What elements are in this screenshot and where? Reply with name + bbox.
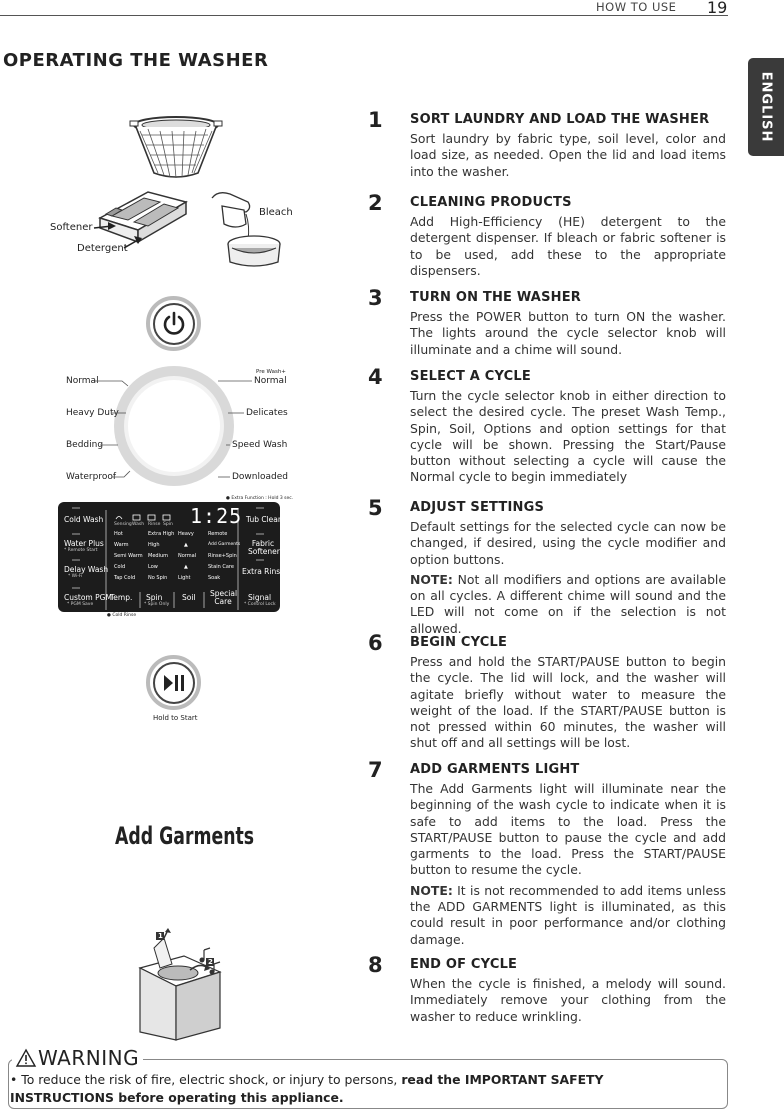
soil-button[interactable]: Soil xyxy=(182,593,196,602)
care-rinse-spin: Rinse+Spin xyxy=(208,553,237,559)
time-display: 1:25 xyxy=(190,504,243,528)
step-body xyxy=(410,519,726,637)
step-body-text: The Add Garments light will illuminate near the beginning of the wash cycle to indicate when it is safe to add items to the load. Press the START/PAUSE button to pause the cycle and add garments to the load. Press the START/PAUSE button to resume the cycle. xyxy=(410,781,726,878)
status-sensing: Sensing xyxy=(114,522,132,527)
softener-label: Softener xyxy=(50,222,93,233)
temp-cold: Cold xyxy=(114,564,126,570)
dial-label-waterproof: Waterproof xyxy=(66,472,117,482)
care-soak: Soak xyxy=(208,575,221,581)
step-body: Turn the cycle selector knob in either direction to select the desired cycle. The preset Wash Temp., Spin, Soil, Options and option settings for that cycle will be shown. Pressing the Start/Pause button without selecting a cycle will cause the Normal cycle to begin immediately xyxy=(410,388,726,485)
soil-heavy: Heavy xyxy=(178,531,194,537)
step-body: Add High-Efficiency (HE) detergent to the detergent dispenser. If bleach or fabric softener is to be used, add these to the appropriate dispensers. xyxy=(410,214,726,278)
step-title: ADJUST SETTINGS xyxy=(410,500,545,515)
care-remote: Remote xyxy=(208,531,228,537)
panel-top-note: ● Extra Function : Hold 3 sec. xyxy=(226,496,294,501)
softener-arrow-icon xyxy=(94,222,116,234)
custom-pgm-sub: * PGM Save xyxy=(67,602,94,607)
note-label: NOTE: xyxy=(410,882,453,898)
note-text: Not all modifiers and options are available on all cycles. A different chime will sound and the LED will not come on if the selection is not allowed. xyxy=(410,571,726,636)
dial-label-normal-left: Normal xyxy=(66,376,99,386)
spin-button[interactable]: Spin xyxy=(146,593,163,602)
bleach-label: Bleach xyxy=(259,207,293,218)
step-note xyxy=(410,883,726,948)
step-body-text: Default settings for the selected cycle can now be changed, if desired, using the cycle modifier and option buttons. xyxy=(410,519,726,567)
dial-leader-lines xyxy=(94,378,254,484)
temp-semi-warm: Semi Warm xyxy=(114,553,143,559)
step-body xyxy=(410,781,726,948)
spin-high: High xyxy=(148,542,160,548)
step-number: 4 xyxy=(368,365,383,389)
temp-hot: Hot xyxy=(114,531,123,537)
signal-button-sub: * Control Lock xyxy=(244,602,276,607)
care-stain-care: Stain Care xyxy=(208,564,234,570)
dial-label-normal-right: Normal xyxy=(254,376,287,386)
status-rinse: Rinse xyxy=(148,522,161,527)
play-pause-icon xyxy=(162,673,186,693)
soil-up-1: ▲ xyxy=(184,542,188,548)
step-number: 8 xyxy=(368,953,383,977)
warning-text xyxy=(10,1071,710,1107)
step-title: CLEANING PRODUCTS xyxy=(410,195,572,210)
hold-to-start-label: Hold to Start xyxy=(153,714,198,722)
soil-light: Light xyxy=(178,575,191,581)
panel-dividers xyxy=(58,502,280,612)
status-wash: Wash xyxy=(132,522,145,527)
soil-normal: Normal xyxy=(178,553,197,559)
step-body: Press the POWER button to turn ON the washer. The lights around the cycle selector knob will illuminate and a chime will sound. xyxy=(410,309,726,357)
temp-button[interactable]: Temp. xyxy=(110,593,133,602)
control-panel xyxy=(58,502,285,612)
warning-text-bold: read the IMPORTANT SAFETY INSTRUCTIONS before operating this appliance. xyxy=(10,1072,604,1105)
status-spin: Spin xyxy=(163,522,173,527)
spin-low: Low xyxy=(148,564,158,570)
page-title: OPERATING THE WASHER xyxy=(3,50,269,71)
step-title: BEGIN CYCLE xyxy=(410,635,508,650)
power-icon xyxy=(161,311,187,337)
note-text: It is not recommended to add items unless the ADD GARMENTS light is illuminated, as this could result in poor performance and/or clothing damage. xyxy=(410,882,726,947)
step-number: 5 xyxy=(368,496,383,520)
step-number: 2 xyxy=(368,191,383,215)
fabric-softener-button[interactable]: Fabric Softener xyxy=(248,539,280,556)
step-title: SORT LAUNDRY AND LOAD THE WASHER xyxy=(410,112,710,127)
care-add-garments: Add Garments xyxy=(208,542,241,547)
step-number: 3 xyxy=(368,286,383,310)
special-care-button[interactable]: Special Care xyxy=(210,589,238,606)
spin-button-sub: * Spin Only xyxy=(144,602,170,607)
detergent-arrow-icon xyxy=(124,236,144,252)
bleach-pour-icon xyxy=(208,188,294,268)
temp-tap-cold: Tap Cold xyxy=(114,575,136,581)
power-button[interactable] xyxy=(146,296,201,351)
washer-lid-icon xyxy=(134,928,224,1040)
note-label: NOTE: xyxy=(410,571,453,587)
tub-clean-button[interactable]: Tub Clean xyxy=(246,515,283,524)
add-garments-light-label: Add Garments xyxy=(115,822,255,850)
step-title: ADD GARMENTS LIGHT xyxy=(410,762,580,777)
dial-label-delicates: Delicates xyxy=(246,408,288,418)
delay-wash-button[interactable]: Delay Wash xyxy=(64,565,109,574)
header-rule xyxy=(0,15,728,16)
warning-triangle-icon xyxy=(16,1049,36,1067)
step-number: 6 xyxy=(368,631,383,655)
language-tab-label: ENGLISH xyxy=(758,71,774,143)
step-body: Sort laundry by fabric type, soil level, color and load size, as needed. Open the lid and load items into the washer. xyxy=(410,131,726,179)
signal-button[interactable]: Signal xyxy=(248,593,272,602)
warning-heading xyxy=(12,1046,143,1070)
delay-wash-sub: * Wi-Fi xyxy=(68,574,83,579)
spin-extra-high: Extra High xyxy=(148,531,175,537)
warning-title: WARNING xyxy=(38,1046,140,1070)
temp-warm: Warm xyxy=(114,542,129,548)
step-title: TURN ON THE WASHER xyxy=(410,290,582,305)
dial-label-prewash: Pre Wash+ xyxy=(256,369,286,375)
step-note xyxy=(410,572,726,637)
step-number: 7 xyxy=(368,758,383,782)
detergent-label: Detergent xyxy=(77,243,128,254)
step-body: When the cycle is finished, a melody will sound. Immediately remove your clothing from the washer to reduce wrinkling. xyxy=(410,976,726,1024)
dial-label-speed-wash: Speed Wash xyxy=(232,440,288,450)
laundry-basket-icon xyxy=(128,115,224,185)
lid-step-2: 2 xyxy=(208,958,213,966)
step-body: Press and hold the START/PAUSE button to begin the cycle. The lid will lock, and the washer will agitate briefly without water to measure the weight of the load. If the START/PAUSE button is not pressed within 60 minutes, the washer will shut off and all settings will be lost. xyxy=(410,654,726,751)
language-tab xyxy=(748,58,784,156)
dial-label-heavy-duty: Heavy Duty xyxy=(66,408,119,418)
dial-label-downloaded: Downloaded xyxy=(232,472,288,482)
step-title: END OF CYCLE xyxy=(410,957,518,972)
water-plus-button[interactable]: Water Plus xyxy=(64,539,104,548)
start-pause-button[interactable] xyxy=(146,655,201,710)
page-number: 19 xyxy=(707,0,728,17)
dial-label-bedding: Bedding xyxy=(66,440,104,450)
extra-rinse-button[interactable]: Extra Rinse xyxy=(242,567,285,576)
step-title: SELECT A CYCLE xyxy=(410,369,531,384)
panel-bottom-note: ● Cold Rinse xyxy=(107,613,137,618)
spin-no-spin: No Spin xyxy=(148,575,168,581)
header-section: HOW TO USE xyxy=(596,0,677,14)
warning-text-plain: • To reduce the risk of fire, electric shock, or injury to persons, xyxy=(10,1072,402,1087)
custom-pgm-button[interactable]: Custom PGM xyxy=(64,593,112,602)
soil-up-2: ▲ xyxy=(184,564,188,570)
water-plus-sub: * Remote Start xyxy=(64,548,98,553)
step-number: 1 xyxy=(368,108,383,132)
spin-medium: Medium xyxy=(148,553,168,559)
lid-step-1: 1 xyxy=(158,932,163,940)
cold-wash-button[interactable]: Cold Wash xyxy=(64,515,104,524)
